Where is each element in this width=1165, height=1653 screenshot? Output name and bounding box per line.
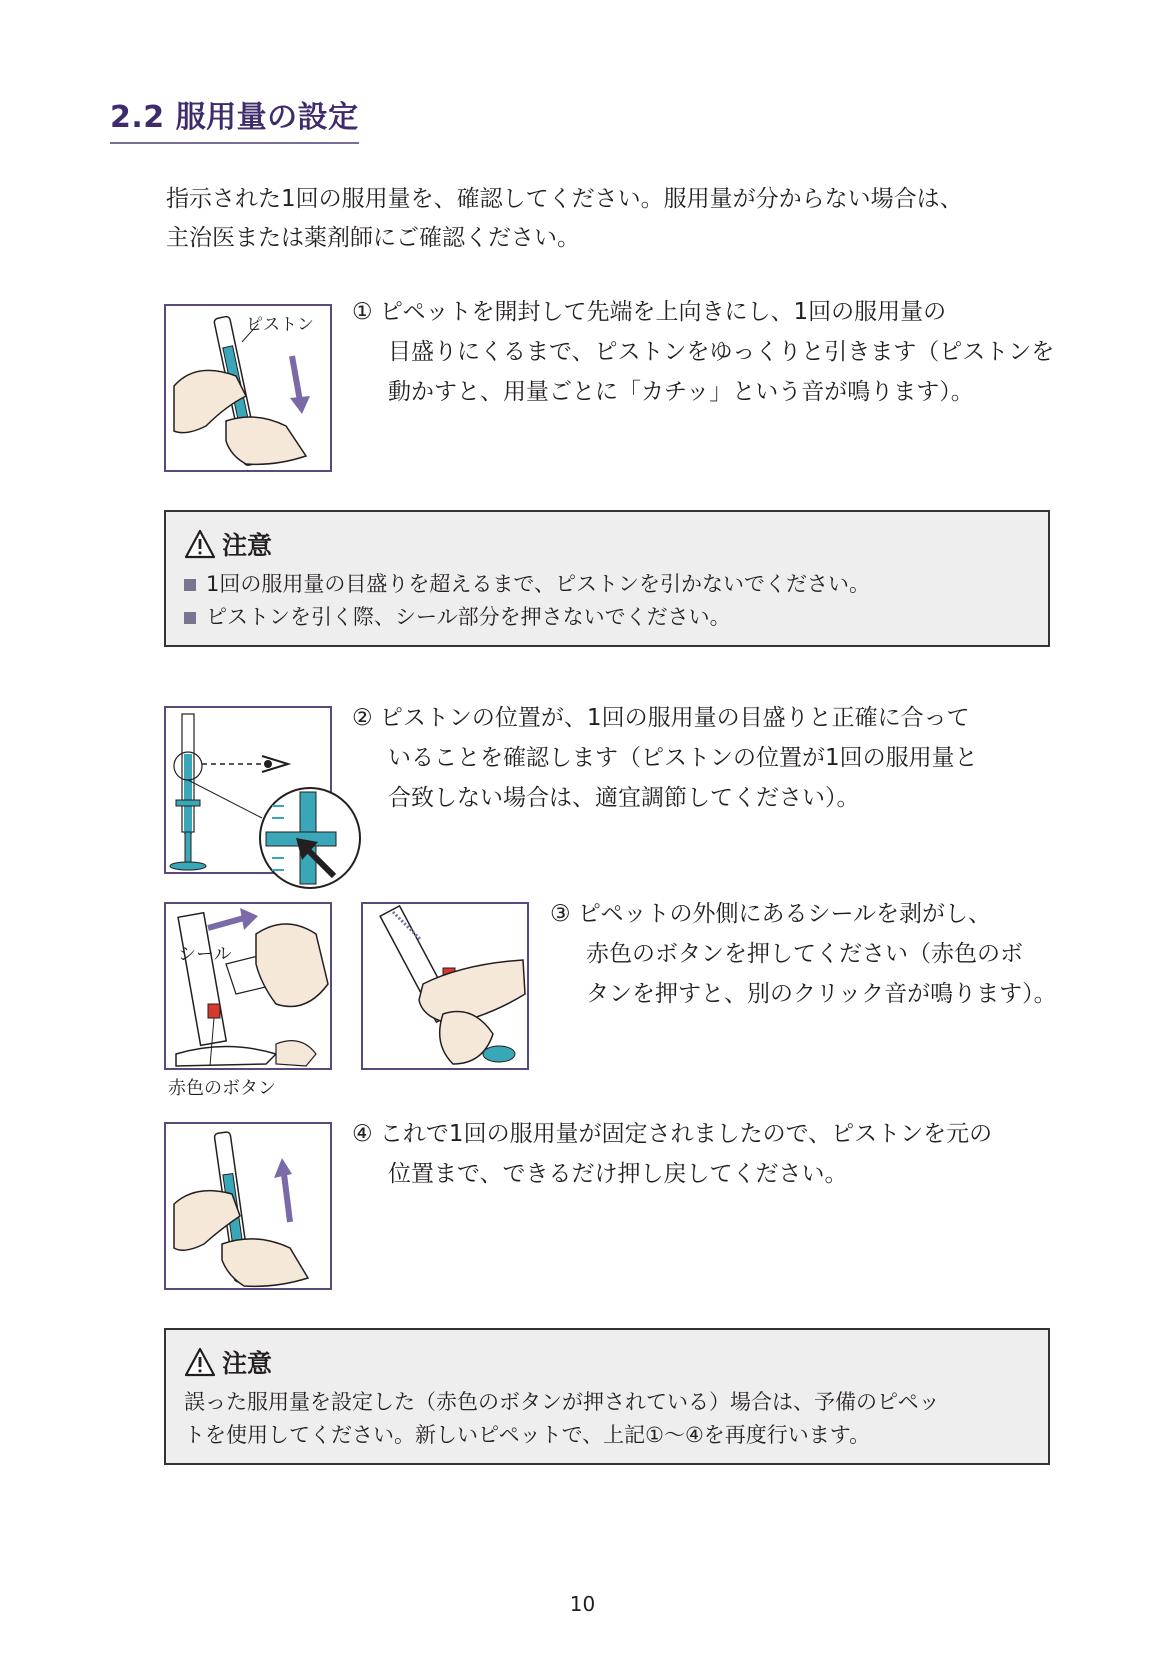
step1-line: 目盛りにくるまで、ピストンをゆっくりと引きます（ピストンを — [388, 339, 1055, 365]
step4-line: ④ これで1回の服用量が固定されましたので、ピストンを元の — [352, 1121, 993, 1147]
pipette-check-illustration — [166, 708, 376, 898]
step2-figure — [164, 706, 332, 874]
step1-line: ① ピペットを開封して先端を上向きにし、1回の服用量の — [352, 299, 947, 325]
step3-line: ③ ピペットの外側にあるシールを剥がし、 — [550, 901, 992, 927]
piston-label: ピストン — [246, 315, 314, 335]
caution-line: トを使用してください。新しいピペットで、上記①～④を再度行います。 — [184, 1423, 871, 1447]
step3-text — [550, 894, 1057, 1014]
caution-box-2 — [164, 1328, 1050, 1465]
step3-figure-seal — [164, 902, 332, 1070]
step1-line: 動かすと、用量ごとに「カチッ」という音が鳴ります）。 — [388, 379, 974, 405]
caution-header — [184, 1344, 1030, 1380]
caution-title: 注意 — [222, 531, 273, 560]
step4-line: 位置まで、できるだけ押し戻してください。 — [388, 1161, 848, 1187]
step3-line: タンを押すと、別のクリック音が鳴ります）。 — [586, 981, 1057, 1007]
step2-line: いることを確認します（ピストンの位置が1回の服用量と — [388, 745, 978, 771]
intro-text — [166, 180, 1066, 258]
intro-line: 指示された1回の服用量を、確認してください。服用量が分からない場合は、 — [166, 186, 963, 212]
warning-icon — [184, 1347, 216, 1377]
intro-line: 主治医または薬剤師にご確認ください。 — [166, 225, 580, 251]
button-press-illustration — [363, 904, 527, 1068]
caution-item: ピストンを引く際、シール部分を押さないでください。 — [184, 601, 1030, 634]
step4-figure — [164, 1122, 332, 1290]
caution-line: 誤った服用量を設定した（赤色のボタンが押されている）場合は、予備のピペッ — [184, 1390, 940, 1414]
caution-item: 1回の服用量の目盛りを超えるまで、ピストンを引かないでください。 — [184, 568, 1030, 601]
step3-figure-button — [361, 902, 529, 1070]
step3-line: 赤色のボタンを押してください（赤色のボ — [586, 941, 1023, 967]
step2-line: 合致しない場合は、適宜調節してください）。 — [388, 785, 860, 811]
section-title: 2.2 服用量の設定 — [110, 92, 359, 144]
step1-text — [352, 292, 1054, 412]
step4-text — [352, 1114, 992, 1194]
step2-text — [352, 698, 978, 818]
page-number: 10 — [569, 1592, 596, 1616]
square-bullet-icon — [184, 612, 196, 624]
caution-title: 注意 — [222, 1349, 273, 1378]
seal-label: シール — [178, 944, 232, 965]
seal-peel-illustration — [166, 904, 330, 1068]
red-button-label: 赤色のボタン — [168, 1078, 276, 1099]
caution-box-1 — [164, 510, 1050, 647]
caution-header — [184, 526, 1030, 562]
step2-line: ② ピストンの位置が、1回の服用量の目盛りと正確に合って — [352, 705, 970, 731]
pipette-push-illustration — [166, 1124, 330, 1288]
warning-icon — [184, 529, 216, 559]
square-bullet-icon — [184, 579, 196, 591]
step1-figure — [164, 304, 332, 472]
